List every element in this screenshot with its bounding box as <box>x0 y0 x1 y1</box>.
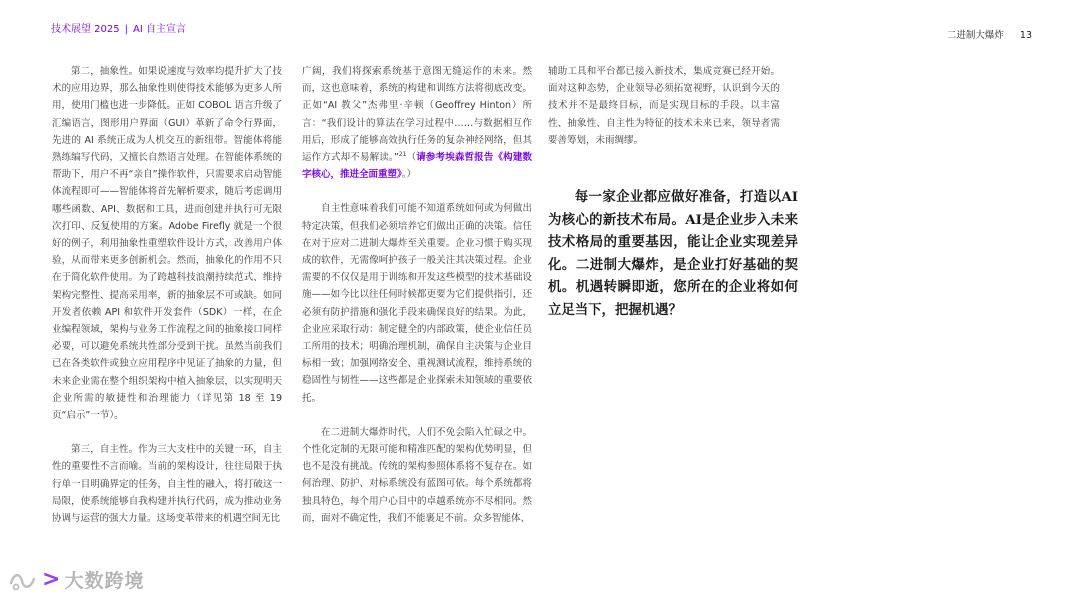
paragraph-binary-bang: 在二进制大爆炸时代，人们不免会陷入忙碌之中。个性化定制的无限可能和精准匹配的架构优势明显，但也不是没有挑战。传统的架构参照体系将不复存在。如何治理、防护、对标系统没有蓝图可依。每个系统都将独具特色，每个用户心目中的卓越系统亦不尽相同。然而，面对不确定性，我们不能裹足不前。众多智能体、 <box>302 426 532 524</box>
paragraph-hinton-quote <box>302 63 532 183</box>
pull-quote: 每一家企业都应做好准备，打造以AI为核心的新技术布局。AI是企业步入未来技术格局的重要基因，能让企业实现差异化。二进制大爆炸，是企业打好基础的契机。机遇转瞬即逝，您所在的企业将如何立足当下，把握机遇？ <box>548 189 798 318</box>
wave-logo-icon <box>8 567 38 593</box>
page-number: 13 <box>1019 30 1032 41</box>
hinton-quote-text: 广阔，我们将探索系统基于意图无缝运作的未来。然而，这也意味着，系统的构建和训练方法将彻底改变。正如“AI 教父”杰弗里·辛顿（Geoffrey Hinton）所言：“我们设计的算法在学习过程中……与数据相互作用后，形成了能够高效执行任务的复杂神经网络，但其运作方式却不易解读。” <box>302 66 532 164</box>
link-open-paren: （ <box>406 152 417 164</box>
brand-arrow-icon: > <box>42 566 61 592</box>
watermark <box>8 566 144 593</box>
text-column-3 <box>548 63 780 149</box>
section-name: 二进制大爆炸 <box>946 30 1004 41</box>
section-header <box>947 27 1032 41</box>
report-title: 技术展望 2025 <box>51 24 120 35</box>
footnote-ref: 21 <box>398 150 407 158</box>
paragraph-trust: 自主性意味着我们可能不知道系统如何或为何做出特定决策，但我们必须培养它们做出正确的决策。信任在对于应对二进制大爆炸至关重要。企业习惯于购买现成的软件，无需像呵护孩子一般关注其决策过程。企业需要的不仅仅是用于训练和开发这些模型的技术基础设施——如今比以往任何时候都更要为它们提供指引，还必须有防护措施和强化手段来确保良好的结果。为此，企业应采取行动：制定健全的内部政策，使企业信任员工所用的技术；明确治理机制，确保自主决策与企业目标相一致；加强网络安全、重视测试流程，维持系统的稳固性与韧性——这些都是企业探索未知领域的重要依托。 <box>302 203 532 404</box>
paragraph-autonomy: 第三，自主性。作为三大支柱中的关键一环，自主性的重要性不言而喻。当前的架构设计，往往局限于执行单一目明确界定的任务，自主性的融入，将打破这一局限，使系统能够自我构建并执行代码，成为推动业务协调与运营的强大力量。这场变革带来的机遇空间无比 <box>52 444 282 525</box>
header-separator: | <box>124 24 129 35</box>
link-close-paren: 。） <box>401 169 417 181</box>
report-header <box>51 20 186 35</box>
text-column-1 <box>52 63 282 527</box>
report-link[interactable]: 请参考埃森哲报告《构建数字核心，推进全面重塑》 <box>302 152 532 181</box>
paragraph-abstraction: 第二，抽象性。如果说速度与效率均提升扩大了技术的应用边界，那么抽象性则使得技术能够为更多人所用，使用门槛也进一步降低。正如 COBOL 语言升级了汇编语言，图形用户界面（GUI）革新了命令行界面，先进的 AI 系统正成为人机交互的新纽带。智能体将能熟练编写代码，又擅长自然语言处理。在智能体系统的帮助下，用户不再“亲自”操作软件，只需要求启动智能体流程即可——智能体将首先解析要求，随后考虑调用哪些函数、API、数据和工具，进而创建并执行可无限次打印、反复使用的方案。Adobe Firefly 就是一个很好的例子，利用抽象性重塑软件设计方式，改善用户体验，从而带来更多创新机会。然而，抽象化的作用不只在于简化软件使用。为了跨越科技浪潮持续范式、维持架构完整性、提高采用率，新的抽象层不可或缺。如同开发者依赖 API 和软件开发套件（SDK）一样，在企业编程领域，架构与业务工作流程之间的抽象接口同样必要，可以避免系统共性部分受到干扰。虽然当前我们已在各类软件或独立应用程序中见证了抽象的力量，但未来企业需在整个组织架构中植入抽象层，以实现明天企业所需的敏捷性和治理能力（详见第 18 至 19 页“启示”一节）。 <box>52 66 282 422</box>
watermark-text: 大数跨境 <box>64 570 145 592</box>
chapter-title: AI 自主宣言 <box>133 24 186 35</box>
text-column-2 <box>302 63 532 527</box>
paragraph-integration: 辅助工具和平台都已接入新技术，集成竞赛已经开始。面对这种态势，企业领导必须拓宽视野，认识到今天的技术并不是最终目标，而是实现目标的手段。以丰富性、抽象性、自主性为特征的技术未来已来，领导者需要善筹划，未雨绸缪。 <box>548 66 780 146</box>
